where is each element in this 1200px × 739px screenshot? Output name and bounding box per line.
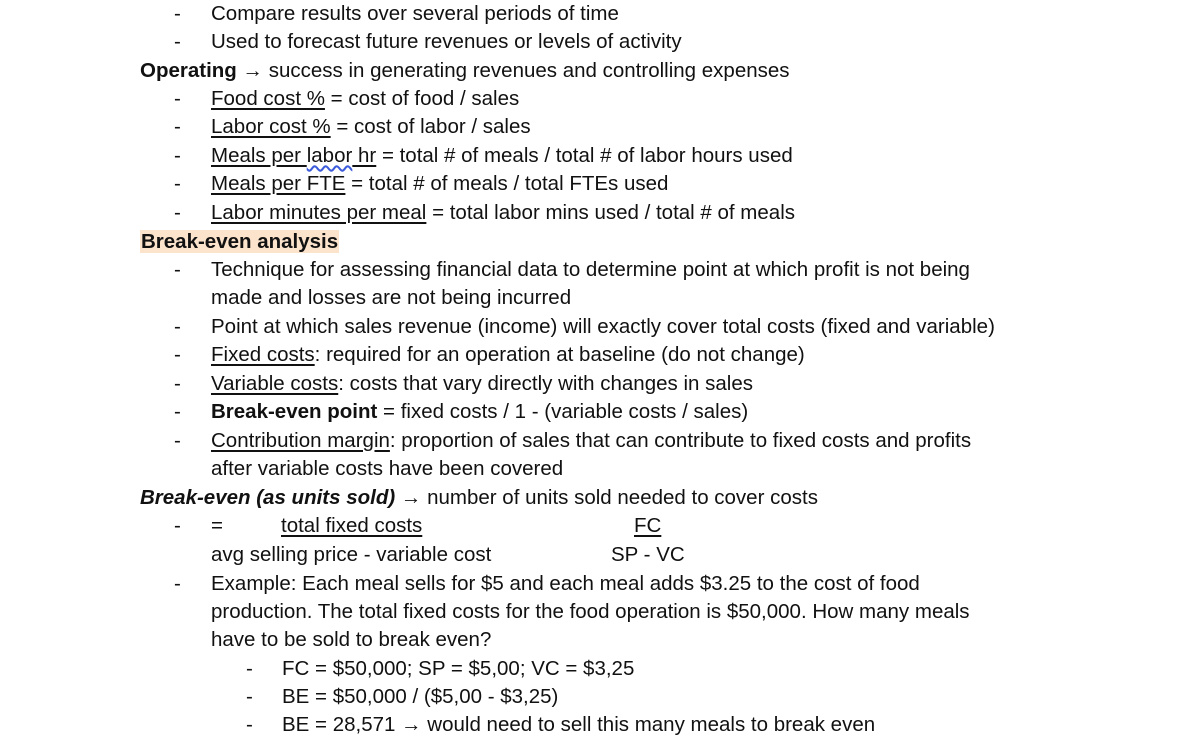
labor-cost-term: Labor cost % xyxy=(211,115,331,138)
food-cost-formula: = cost of food / sales xyxy=(324,87,520,110)
fixed-costs-term: Fixed costs xyxy=(211,343,315,366)
break-even-point-formula: = fixed costs / 1 - (variable costs / sales) xyxy=(377,400,749,423)
bullet-dash: - xyxy=(174,30,181,53)
formula-numerator: total fixed costs xyxy=(281,514,423,537)
formula-denominator-abbr: SP - VC xyxy=(611,543,685,566)
labor-minutes-line xyxy=(211,199,795,227)
labor-minutes-formula: = total labor mins used / total # of meals xyxy=(426,201,795,224)
solution-line-2: BE = $50,000 / ($5,00 - $3,25) xyxy=(282,685,559,708)
break-even-heading: Break-even analysis xyxy=(141,230,339,253)
break-even-units-heading: Break-even (as units sold) xyxy=(140,486,396,509)
bullet-dash: - xyxy=(174,115,181,138)
meals-per-labor-hr-term-b: labor xyxy=(306,144,353,167)
contribution-margin-line-2: after variable costs have been covered xyxy=(211,457,564,480)
bullet-dash: - xyxy=(174,572,181,595)
bullet-dash: - xyxy=(174,343,181,366)
bullet-dash: - xyxy=(246,685,253,708)
technique-line-2: made and losses are not being incurred xyxy=(211,286,572,309)
variable-costs-term: Variable costs xyxy=(211,372,339,395)
labor-cost-line xyxy=(211,113,531,141)
bullet-dash: - xyxy=(174,315,181,338)
example-line-3: have to be sold to break even? xyxy=(211,628,492,651)
solution-line-3: BE = 28,571 → would need to sell this many meals to break even xyxy=(282,713,876,736)
bullet-dash: - xyxy=(174,2,181,25)
contribution-margin-term: Contribution margin xyxy=(211,429,390,452)
meals-per-fte-term: Meals per FTE xyxy=(211,172,346,195)
break-even-heading-line xyxy=(140,228,339,256)
meals-per-fte-line xyxy=(211,170,668,198)
bullet-dash: - xyxy=(174,400,181,423)
bullet-dash: - xyxy=(174,258,181,281)
operating-heading: Operating xyxy=(140,59,237,82)
break-even-units-description: → number of units sold needed to cover costs xyxy=(395,486,818,509)
bullet-dash: - xyxy=(174,87,181,110)
variable-costs-line xyxy=(211,370,753,398)
contribution-margin-line-1 xyxy=(211,427,971,455)
variable-costs-definition: : costs that vary directly with changes in sales xyxy=(338,372,753,395)
bullet-dash: - xyxy=(174,144,181,167)
bullet-text: Compare results over several periods of time xyxy=(211,2,619,25)
solution-line-1: FC = $50,000; SP = $5,00; VC = $3,25 xyxy=(282,657,635,680)
example-line-1: Example: Each meal sells for $5 and each meal adds $3.25 to the cost of food xyxy=(211,572,920,595)
meals-per-labor-hr-line xyxy=(211,142,793,170)
operating-description: → success in generating revenues and controlling expenses xyxy=(236,59,790,82)
operating-heading-line xyxy=(140,57,790,85)
formula-denominator: avg selling price - variable cost xyxy=(211,543,492,566)
equals-sign: = xyxy=(211,514,223,537)
food-cost-term: Food cost % xyxy=(211,87,325,110)
fixed-costs-line xyxy=(211,341,805,369)
bullet-dash: - xyxy=(174,514,181,537)
break-even-units-heading-line xyxy=(140,484,818,512)
fixed-costs-definition: : required for an operation at baseline (do not change) xyxy=(314,343,805,366)
technique-line-1: Technique for assessing financial data to determine point at which profit is not being xyxy=(211,258,970,281)
meals-per-labor-hr-term-c: hr xyxy=(352,144,377,167)
contribution-margin-definition: : proportion of sales that can contribute to fixed costs and profits xyxy=(389,429,972,452)
break-even-point-line xyxy=(211,398,748,426)
point-line: Point at which sales revenue (income) will exactly cover total costs (fixed and variable) xyxy=(211,315,995,338)
bullet-dash: - xyxy=(246,657,253,680)
bullet-dash: - xyxy=(174,172,181,195)
meals-per-fte-formula: = total # of meals / total FTEs used xyxy=(345,172,669,195)
formula-numerator-abbr: FC xyxy=(634,514,662,537)
example-line-2: production. The total fixed costs for the food operation is $50,000. How many meals xyxy=(211,600,970,623)
break-even-point-term: Break-even point xyxy=(211,400,378,423)
bullet-dash: - xyxy=(174,429,181,452)
labor-minutes-term: Labor minutes per meal xyxy=(211,201,427,224)
food-cost-line xyxy=(211,85,519,113)
labor-cost-formula: = cost of labor / sales xyxy=(330,115,531,138)
bullet-dash: - xyxy=(174,201,181,224)
bullet-dash: - xyxy=(246,713,253,736)
bullet-text: Used to forecast future revenues or levels of activity xyxy=(211,30,682,53)
bullet-dash: - xyxy=(174,372,181,395)
meals-per-labor-hr-formula: = total # of meals / total # of labor hours used xyxy=(376,144,793,167)
meals-per-labor-hr-term-a: Meals per xyxy=(211,144,307,167)
